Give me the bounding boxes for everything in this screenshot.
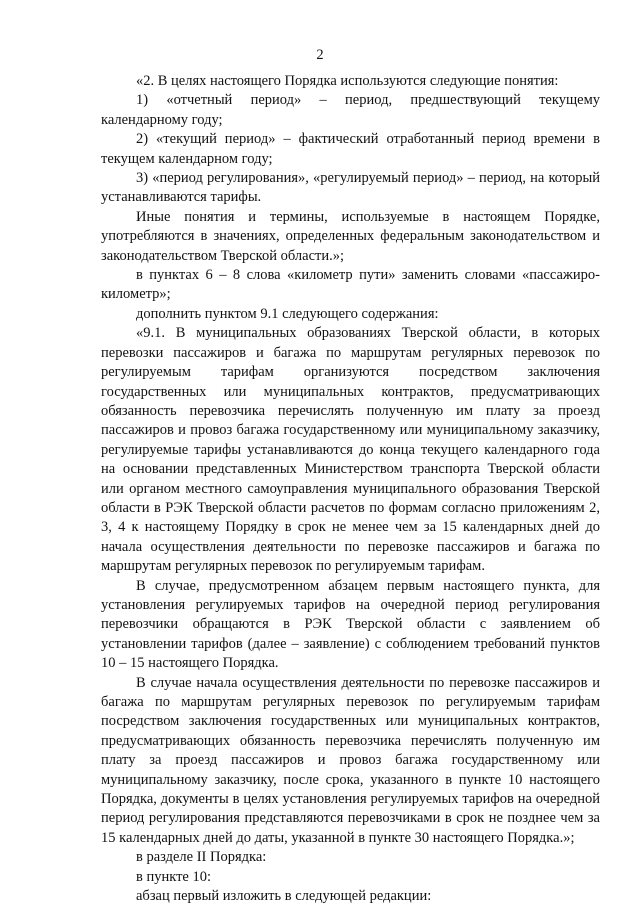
paragraph-current-period: 2) «текущий период» – фактический отработанный период времени в текущем календарном году; [101, 131, 600, 167]
paragraph-regulation-period: 3) «период регулирования», «регулируемый период» – период, на который устанавливаются тарифы. [101, 170, 600, 206]
paragraph-replace-km: в пунктах 6 – 8 слова «километр пути» заменить словами «пассажиро-километр»; [101, 267, 600, 303]
document-body [101, 72, 600, 906]
paragraph-other-terms: Иные понятия и термины, используемые в настоящем Порядке, употребляются в значениях, определенных федеральным законодательством и законодательством Тверской области.»; [101, 208, 600, 264]
paragraph-reporting-period: 1) «отчетный период» – период, предшествующий текущему календарному году; [101, 92, 600, 128]
paragraph-9-1-text: «9.1. В муниципальных образованиях Тверской области, в которых перевозки пассажиров и багажа по маршрутам регулярных перевозок по регулируемым тарифам организуются посредством заключения государственных или муниципальных контрактов, предусматривающих обязанность перевозчика перечислять полученную им плату за проезд пассажиров и провоз багажа государственному или муниципальному заказчику, регулируемые тарифы устанавливаются до конца текущего календарного года на основании представленных Министерством транспорта Тверской области или органом местного самоуправления муниципального образования Тверской области в РЭК Тверской области расчетов по формам согласно приложениям 2, 3, 4 к настоящему Порядку в срок не менее чем за 15 календарных дней до начала осуществления деятельности по перевозке пассажиров и багажа по маршрутам регулярных перевозок по регулируемым тарифам. [101, 325, 600, 575]
paragraph-9-1-case-one: В случае, предусмотренном абзацем первым настоящего пункта, для установления регулируемых тарифов на очередной период регулирования перевозчики обращаются в РЭК Тверской области с заявлением об установлении тарифов (далее – заявление) с соблюдением требований пунктов 10 – 15 настоящего Порядка. [101, 577, 600, 672]
paragraph-9-1-case-two: В случае начала осуществления деятельности по перевозке пассажиров и багажа по маршрутам регулярных перевозок по регулируемым тарифам посредством заключения государственных или муниципальных контрактов, предусматривающих обязанность перевозчика перечислять полученную им плату за проезд пассажиров и провоз багажа государственному или муниципальному заказчику, после срока, указанного в пункте 10 настоящего Порядка, документы в целях установления регулируемых тарифов на очередной период регулирования представляются перевозчиками в срок не позднее чем за 15 календарных дней до даты, указанной в пункте 30 настоящего Порядка.»; [101, 674, 600, 846]
paragraph-add-9-1: дополнить пунктом 9.1 следующего содержания: [136, 305, 439, 322]
paragraph-point-10: в пункте 10: [136, 868, 212, 885]
paragraph-definitions-intro: «2. В целях настоящего Порядка используются следующие понятия: [136, 73, 559, 89]
paragraph-first-abzac: абзац первый изложить в следующей редакции: [136, 888, 432, 905]
paragraph-section-2: в разделе II Порядка: [136, 849, 267, 866]
page-number: 2 [316, 47, 324, 63]
